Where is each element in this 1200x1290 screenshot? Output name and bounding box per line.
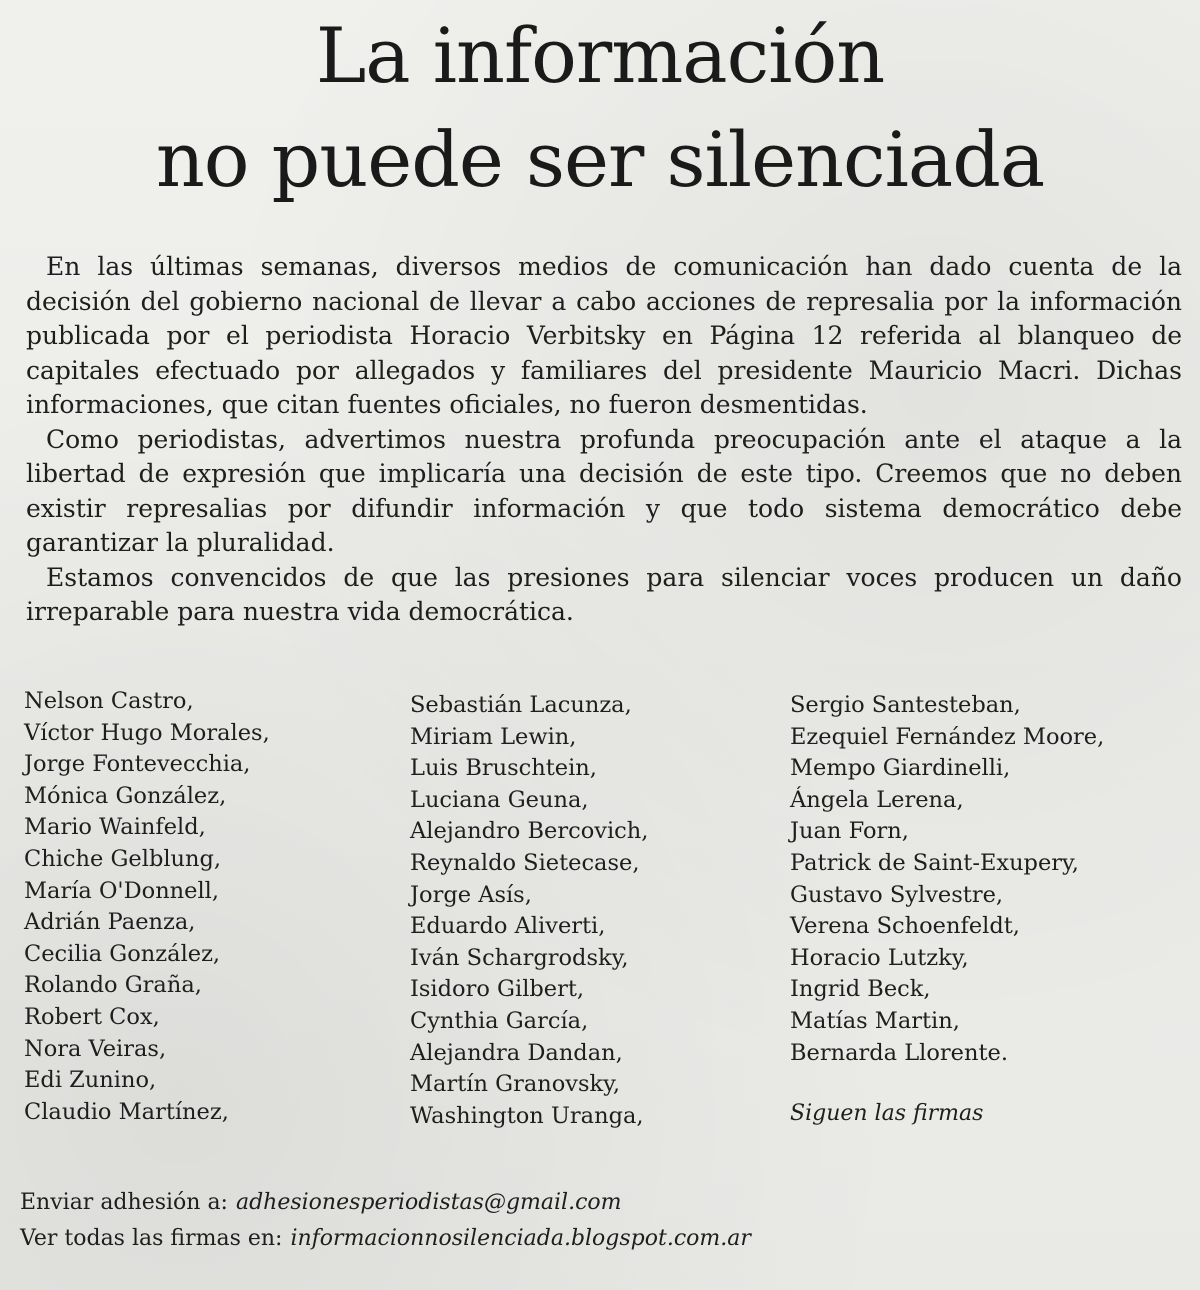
signature: Alejandra Dandan, [410,1039,623,1066]
signature: Sebastián Lacunza, [410,692,632,718]
paragraph-2: Como periodistas, advertimos nuestra profunda preocupación ante el ataque a la libertad de expresión que implicaría una decisión de este tipo. Creemos que no deben existir represalias por difundir información y que todo sistema democrático debe garantizar la pluralidad. [26,424,1182,557]
signature: Mario Wainfeld, [24,814,206,841]
headline [0,4,1200,212]
signature: Chiche Gelblung, [24,845,222,872]
signature: Adrián Paenza, [24,909,196,936]
signature: Robert Cox, [24,1003,160,1030]
signature: Ángela Lerena, [790,786,964,813]
signature: Cecilia González, [24,940,221,967]
signature: Iván Schargrodsky, [410,944,629,971]
signature: Verena Schoenfeldt, [790,913,1020,940]
signature: Isidoro Gilbert, [410,976,585,1003]
signature: Miriam Lewin, [410,723,577,750]
signature: Rolando Graña, [24,972,202,999]
signature: Jorge Fontevecchia, [24,751,251,778]
adhesion-line [20,1190,622,1215]
signatures-column-1 [24,686,270,1128]
signature: Mempo Giardinelli, [790,755,1011,782]
signature: Alejandro Bercovich, [410,818,649,845]
signature: Washington Uranga, [410,1102,644,1129]
paragraph-1: En las últimas semanas, diversos medios de comunicación han dado cuenta de la decisión del gobierno nacional de llevar a cabo acciones de represalia por la información publicada por el periodista Horacio Verbitsky en Página 12 referida al blanqueo de capitales efectuado por allegados y familiares del presidente Mauricio Macri. Dichas informaciones, que citan fuentes oficiales, no fueron desmentidas. [26,252,1182,419]
signature: Edi Zunino, [24,1067,157,1094]
paragraph-3: Estamos convencidos de que las presiones para silenciar voces producen un daño irreparable para nuestra vida democrática. [26,562,1182,626]
signature: Sergio Santesteban, [790,692,1021,718]
signature: María O'Donnell, [24,877,220,904]
signature: Ezequiel Fernández Moore, [790,723,1105,750]
signature: Horacio Lutzky, [790,944,969,971]
signature: Ingrid Beck, [790,976,931,1003]
signature: Reynaldo Sietecase, [410,849,640,876]
signatures-column-3 [790,690,1104,1069]
signature: Gustavo Sylvestre, [790,881,1004,908]
signatures-column-2 [410,690,648,1132]
headline-line-1: La información [315,11,885,100]
signature: Patrick de Saint-Exupery, [790,849,1079,876]
signature: Matías Martin, [790,1007,960,1034]
signature: Jorge Asís, [410,881,532,908]
signature: Eduardo Aliverti, [410,913,606,940]
signature: Martín Granovsky, [410,1071,621,1098]
signature: Nora Veiras, [24,1035,167,1062]
all-signatures-label: Ver todas las firmas en: [20,1226,283,1251]
signature: Bernarda Llorente. [790,1039,1008,1066]
signature: Luciana Geuna, [410,786,589,813]
more-signatures-note: Siguen las firmas [790,1101,984,1126]
adhesion-email[interactable]: adhesionesperiodistas@gmail.com [235,1190,622,1215]
adhesion-label: Enviar adhesión a: [20,1190,228,1215]
statement-body [26,250,1182,630]
all-signatures-line [20,1226,751,1251]
signature: Claudio Martínez, [24,1098,229,1125]
signature: Luis Bruschtein, [410,755,597,782]
headline-line-2: no puede ser silenciada [155,115,1045,204]
signature: Mónica González, [24,782,227,809]
signature: Víctor Hugo Morales, [24,719,270,746]
signature: Juan Forn, [790,818,909,845]
signature: Cynthia García, [410,1007,589,1034]
all-signatures-url[interactable]: informacionnosilenciada.blogspot.com.ar [290,1226,751,1251]
signature: Nelson Castro, [24,688,194,714]
